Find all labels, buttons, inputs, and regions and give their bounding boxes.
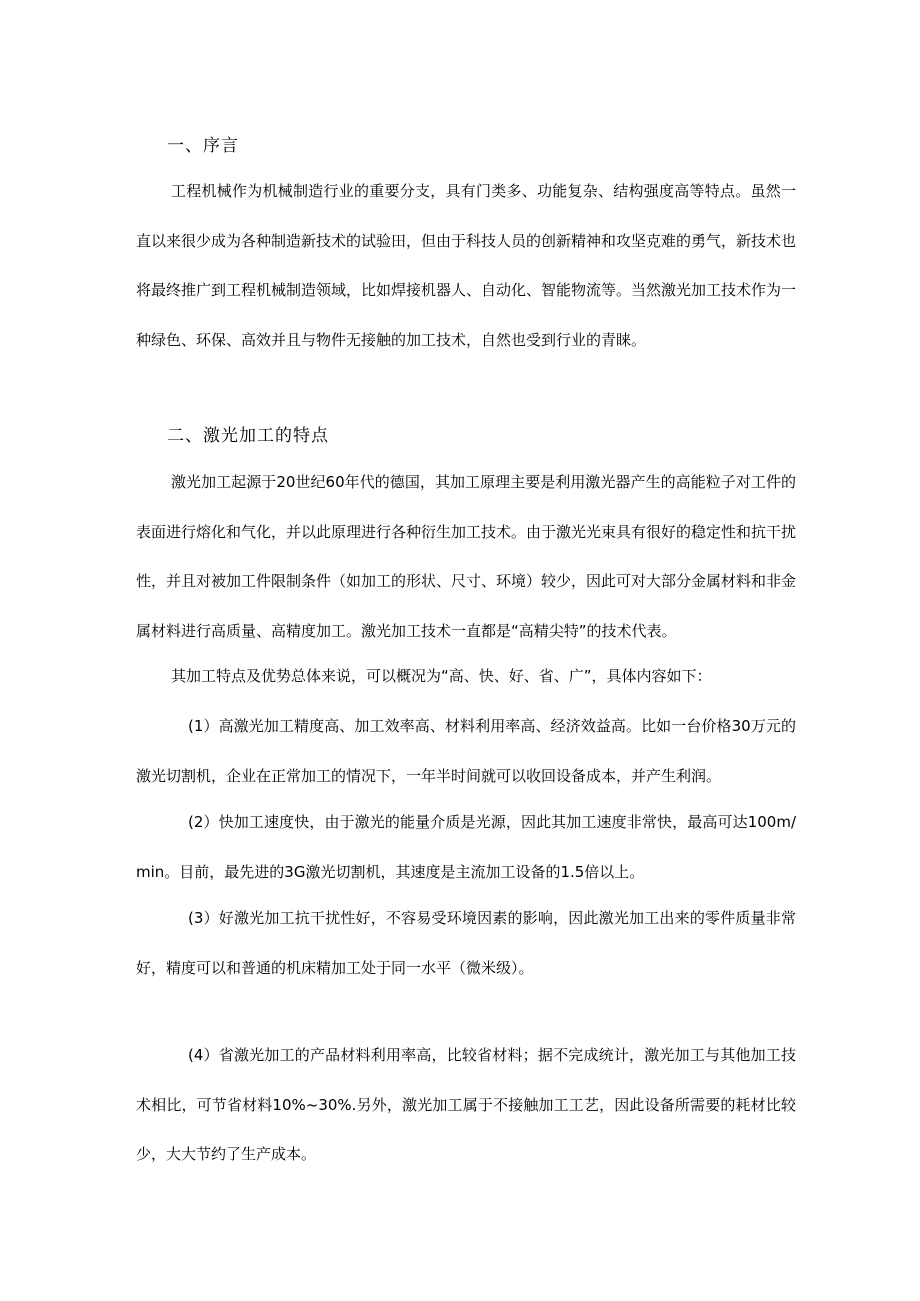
paragraph-preface: 工程机械作为机械制造行业的重要分支，具有门类多、功能复杂、结构强度高等特点。虽然一直以来很少成为各种制造新技术的试验田，但由于科技人员的创新精神和攻坚克难的勇气，新技术也将最终推广到工程机械制造领域，比如焊接机器人、自动化、智能物流等。当然激光加工技术作为一种绿色、环保、高效并且与物件无接触的加工技术，自然也受到行业的青睐。 bbox=[136, 182, 797, 349]
section-heading-preface: 一、序言 bbox=[167, 136, 239, 156]
list-item-good: (3）好激光加工抗干扰性好，不容易受环境因素的影响，因此激光加工出来的零件质量非常好，精度可以和普通的机床精加工处于同一水平（微米级）。 bbox=[136, 909, 796, 977]
list-item-fast: (2）快加工速度快，由于激光的能量介质是光源，因此其加工速度非常快，最高可达100m/min。目前，最先进的3G激光切割机，其速度是主流加工设备的1.5倍以上。 bbox=[136, 813, 796, 881]
section-heading-laser-features: 二、激光加工的特点 bbox=[167, 426, 329, 446]
list-item-high: (1）高激光加工精度高、加工效率高、材料利用率高、经济效益高。比如一台价格30万元的激光切割机，企业在正常加工的情况下，一年半时间就可以收回设备成本，并产生利润。 bbox=[136, 717, 796, 785]
paragraph-advantages-intro: 其加工特点及优势总体来说，可以概况为“高、快、好、省、广”，具体内容如下： bbox=[171, 667, 712, 685]
paragraph-laser-origin: 激光加工起源于20世纪60年代的德国，其加工原理主要是利用激光器产生的高能粒子对工件的表面进行熔化和气化，并以此原理进行各种衍生加工技术。由于激光光束具有很好的稳定性和抗干扰性，并且对被加工件限制条件（如加工的形状、尺寸、环境）较少，因此可对大部分金属材料和非金属材料进行高质量、高精度加工。激光加工技术一直都是“高精尖特”的技术代表。 bbox=[136, 473, 797, 640]
list-item-save: (4）省激光加工的产品材料利用率高，比较省材料；据不完成统计，激光加工与其他加工技术相比，可节省材料10%~30%.另外，激光加工属于不接触加工工艺，因此设备所需要的耗材比较少，大大节约了生产成本。 bbox=[136, 1046, 796, 1163]
